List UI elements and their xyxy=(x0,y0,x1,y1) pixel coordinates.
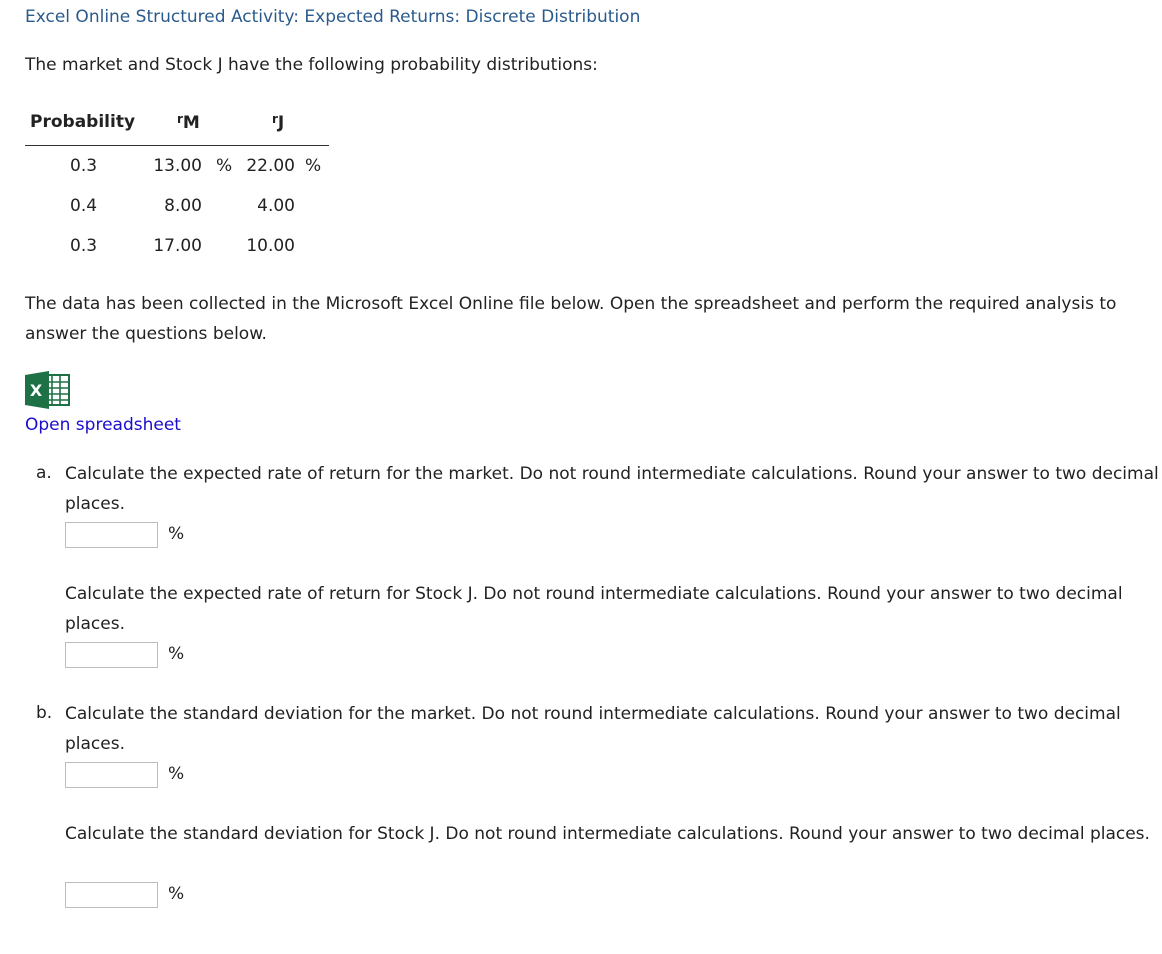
question-letter-b: b. xyxy=(36,703,53,723)
percent-label: % xyxy=(168,644,185,664)
table-cell-rj: 4.00 xyxy=(257,196,295,216)
question-text: Calculate the standard deviation for Stock J. Do not round intermediate calculations. Round your answer to two decimal places. xyxy=(65,824,1150,844)
table-cell-probability: 0.3 xyxy=(70,236,98,256)
question-letter-a: a. xyxy=(36,463,52,483)
table-cell-rj: 10.00 xyxy=(246,236,295,256)
svg-text:X: X xyxy=(29,381,43,400)
excel-icon[interactable] xyxy=(25,371,71,409)
answer-input-market-std-dev[interactable] xyxy=(65,762,158,788)
percent-label: % xyxy=(168,884,185,904)
table-cell-rm: 13.00 xyxy=(153,156,202,176)
header-probability: Probability xyxy=(30,112,136,132)
page-title: Excel Online Structured Activity: Expected Returns: Discrete Distribution xyxy=(25,7,641,27)
table-cell-rm: 8.00 xyxy=(164,196,202,216)
percent-label: % xyxy=(168,524,185,544)
answer-input-market-expected-return[interactable] xyxy=(65,522,158,548)
answer-input-stock-j-expected-return[interactable] xyxy=(65,642,158,668)
header-r-market: $^r$M xyxy=(177,112,200,133)
percent-label: % xyxy=(168,764,185,784)
table-cell-rm-percent: % xyxy=(216,156,233,176)
data-note: The data has been collected in the Microsoft Excel Online file below. Open the spreadsheet and perform the required analysis to answer the questions below. xyxy=(25,294,1117,344)
question-text: Calculate the standard deviation for the market. Do not round intermediate calculations. Round your answer to two decimal places. xyxy=(65,704,1121,754)
table-cell-probability: 0.4 xyxy=(70,196,98,216)
table-cell-rj: 22.00 xyxy=(246,156,295,176)
question-text: Calculate the expected rate of return for Stock J. Do not round intermediate calculations. Round your answer to two decimal places. xyxy=(65,584,1123,634)
header-r-stock-j: $^r$J xyxy=(272,112,285,133)
table-cell-rm: 17.00 xyxy=(153,236,202,256)
answer-input-stock-j-std-dev[interactable] xyxy=(65,882,158,908)
intro-text: The market and Stock J have the following probability distributions: xyxy=(25,55,598,75)
table-header-rule xyxy=(25,145,329,146)
open-spreadsheet-link[interactable]: Open spreadsheet xyxy=(25,415,181,435)
table-cell-probability: 0.3 xyxy=(70,156,98,176)
question-text: Calculate the expected rate of return for the market. Do not round intermediate calculations. Round your answer to two decimal places. xyxy=(65,464,1159,514)
table-cell-rj-percent: % xyxy=(305,156,322,176)
